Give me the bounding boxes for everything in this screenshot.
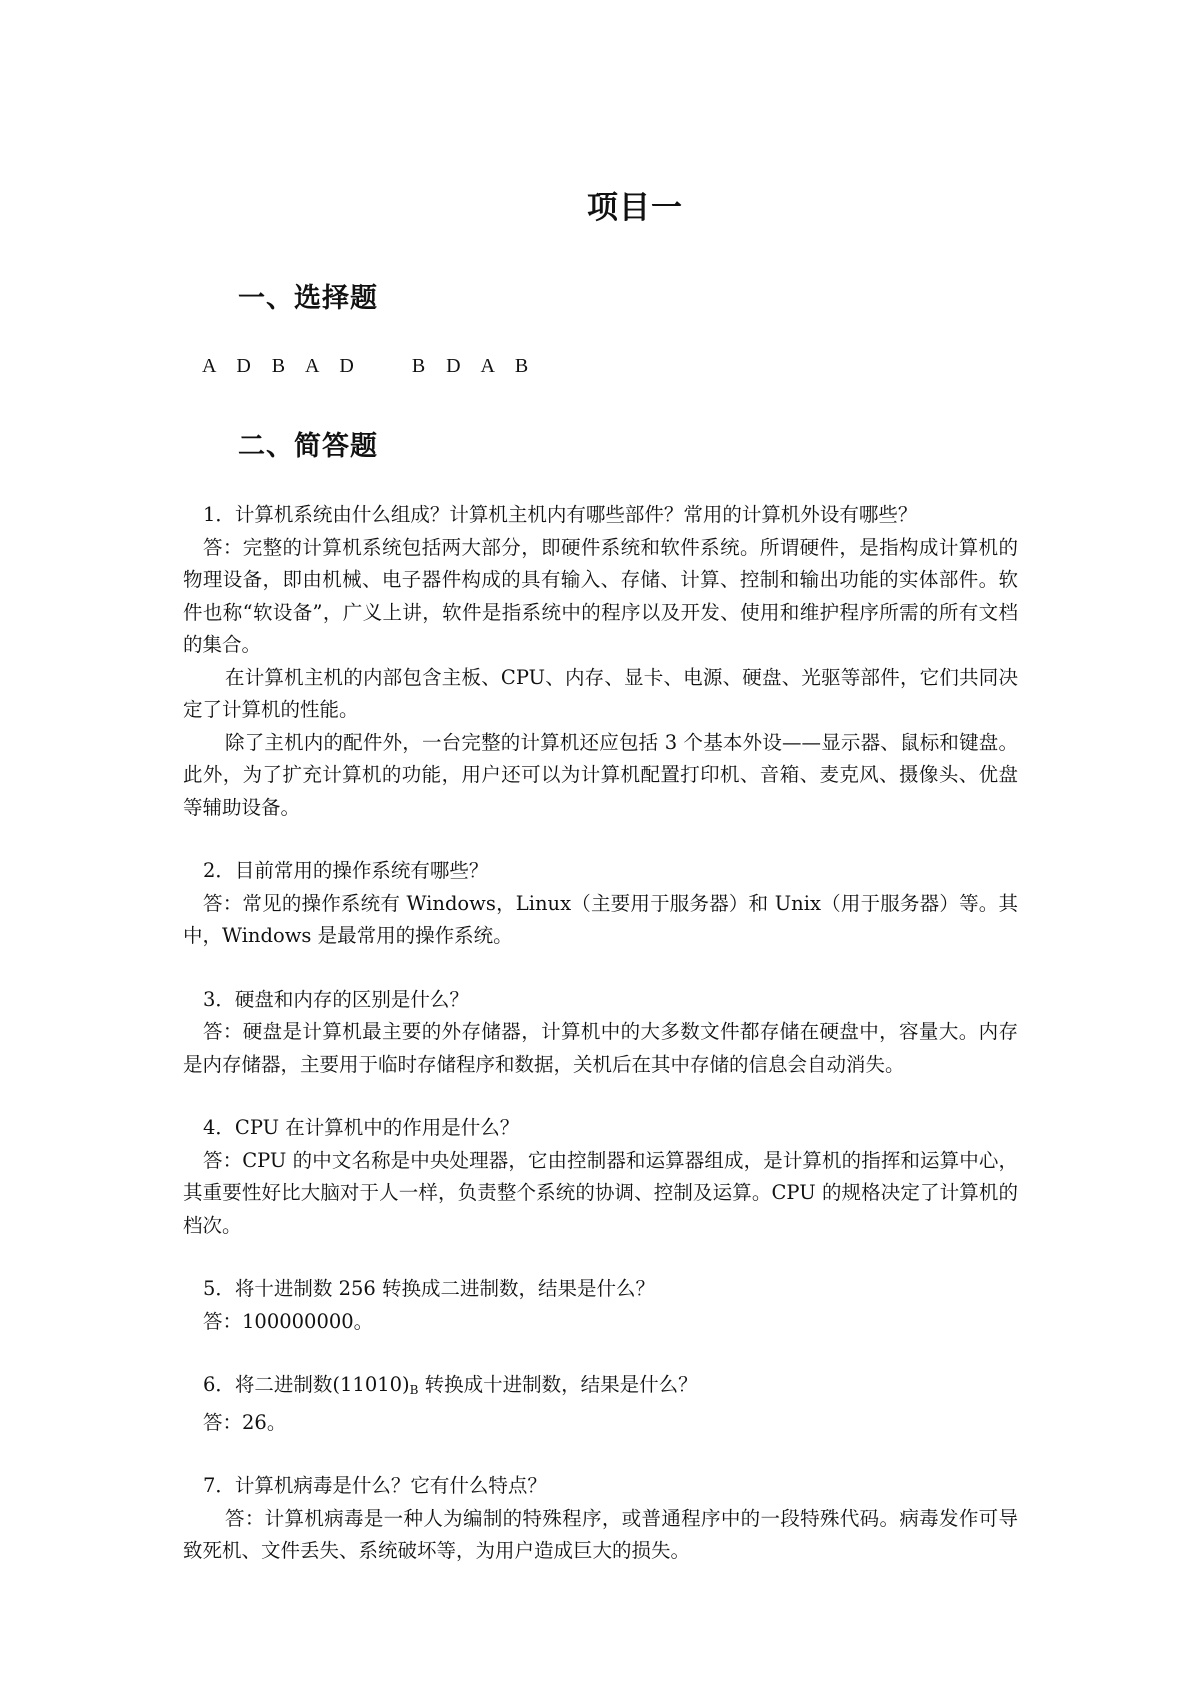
qa-item	[183, 1273, 1018, 1338]
answer-text: 答：26。	[203, 1410, 287, 1434]
question-text: 2．目前常用的操作系统有哪些？	[203, 859, 489, 882]
qa-item	[183, 1470, 1018, 1568]
question-text: 5．将十进制数 256 转换成二进制数，结果是什么？	[203, 1277, 656, 1300]
answer-text: 答：100000000。	[203, 1309, 374, 1333]
multiple-choice-answers	[202, 355, 530, 378]
section-heading-multiple-choice: 一、选择题	[238, 283, 378, 314]
question-prefix: 6．将二进制数(11010)	[203, 1373, 410, 1396]
question-text: 7．计算机病毒是什么？它有什么特点？	[203, 1474, 547, 1497]
answer-text: 答：计算机病毒是一种人为编制的特殊程序，或普通程序中的一段特殊代码。病毒发作可导致死机、文件丢失、系统破坏等，为用户造成巨大的损失。	[183, 1506, 1018, 1562]
answer-text: 答：CPU 的中文名称是中央处理器，它由控制器和运算器组成，是计算机的指挥和运算中心，其重要性好比大脑对于人一样，负责整个系统的协调、控制及运算。CPU 的规格决定了计算机的档次。	[183, 1148, 1018, 1237]
answer-text: 答：完整的计算机系统包括两大部分，即硬件系统和软件系统。所谓硬件，是指构成计算机的物理设备，即由机械、电子器件构成的具有输入、存储、计算、控制和输出功能的实体部件。软件也称“软设备”，广义上讲，软件是指系统中的程序以及开发、使用和维护程序所需的所有文档的集合。	[183, 535, 1018, 656]
qa-item	[183, 984, 1018, 1082]
answers-group-1: A D B A D	[202, 355, 356, 377]
section-heading-short-answer: 二、简答题	[238, 431, 378, 462]
question-suffix: 转换成十进制数，结果是什么？	[418, 1373, 698, 1396]
page-title: 项目一	[587, 190, 683, 226]
qa-item	[183, 855, 1018, 953]
answer-text: 答：硬盘是计算机最主要的外存储器，计算机中的大多数文件都存储在硬盘中，容量大。内存是内存储器，主要用于临时存储程序和数据，关机后在其中存储的信息会自动消失。	[183, 1020, 1018, 1076]
qa-item	[183, 499, 1018, 824]
qa-item	[183, 1112, 1018, 1242]
question-text	[183, 1369, 1018, 1407]
subscript-base: B	[409, 1383, 419, 1397]
answers-group-2: B D A B	[411, 355, 531, 377]
answer-paragraph: 在计算机主机的内部包含主板、CPU、内存、显卡、电源、硬盘、光驱等部件，它们共同决定了计算机的性能。	[183, 665, 1018, 721]
qa-item	[183, 1369, 1018, 1439]
answer-paragraph: 除了主机内的配件外，一台完整的计算机还应包括 3 个基本外设——显示器、鼠标和键盘。此外，为了扩充计算机的功能，用户还可以为计算机配置打印机、音箱、麦克风、摄像头、优盘等辅助设备。	[183, 730, 1018, 819]
question-text: 1．计算机系统由什么组成？计算机主机内有哪些部件？常用的计算机外设有哪些？	[203, 503, 918, 526]
question-text: 4．CPU 在计算机中的作用是什么？	[203, 1116, 520, 1139]
short-answer-list	[183, 499, 1018, 1599]
question-text: 3．硬盘和内存的区别是什么？	[203, 987, 469, 1011]
answer-text: 答：常见的操作系统有 Windows，Linux（主要用于服务器）和 Unix（用于服务器）等。其中，Windows 是最常用的操作系统。	[183, 891, 1018, 947]
